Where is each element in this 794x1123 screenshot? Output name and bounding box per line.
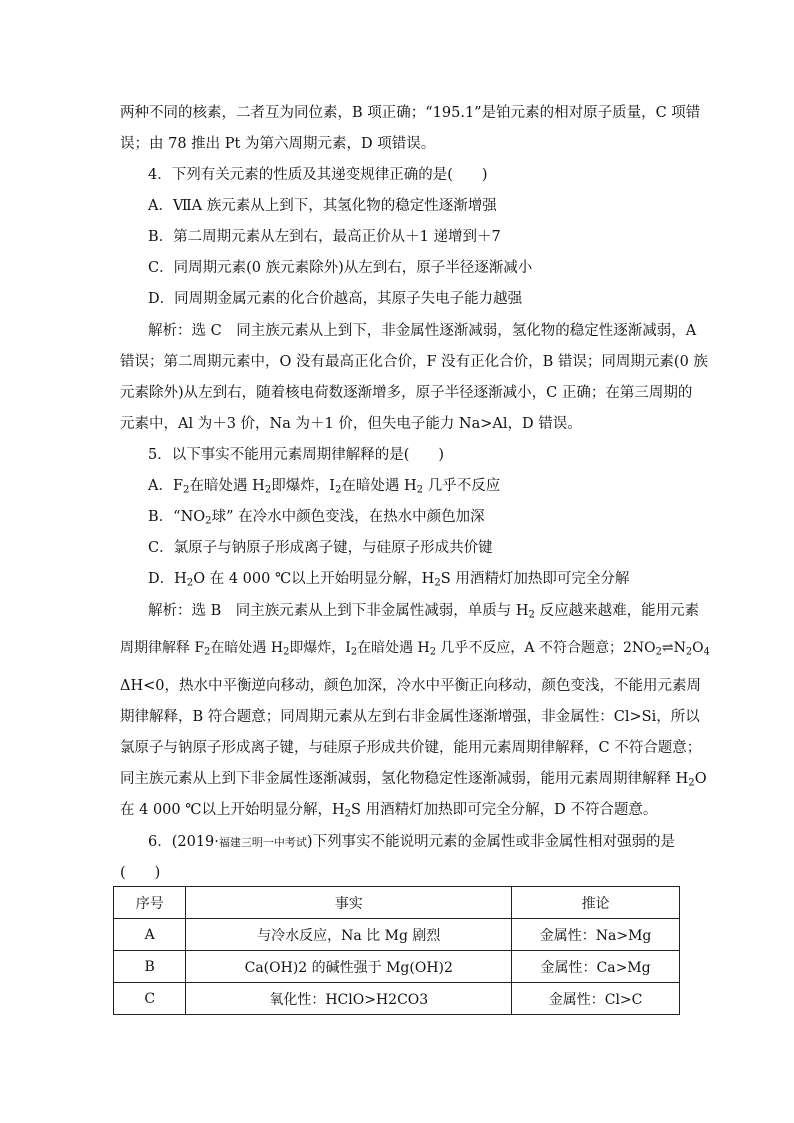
table-cell: 氧化性：HClO>H2CO3 <box>186 983 512 1015</box>
question-4-option-b: B．第二周期元素从左到右，最高正价从＋1 递增到＋7 <box>148 229 501 245</box>
answer-5-line: 解析：选 B 同主族元素从上到下非金属性减弱，单质与 $H_2$ 反应越来越难，能用元素 <box>148 603 700 621</box>
answer-4-line: 解析：选 C 同主族元素从上到下，非金属性逐渐减弱，氢化物的稳定性逐渐减弱，A <box>148 323 697 339</box>
question-5-option-d: D．$H_2O$ 在 4 000 ℃以上开始明显分解，$H_2S$ 用酒精灯加热即可完全分解 <box>148 571 630 589</box>
paragraph-line: 两种不同的核素，二者互为同位素，B 项正确；“195.1”是铂元素的相对原子质量，C 项错 <box>120 105 701 121</box>
table-cell: 金属性：Cl>C <box>512 983 680 1015</box>
table-cell: A <box>114 919 186 951</box>
answer-4-line: 元素中，Al 为＋3 价，Na 为＋1 价，但失电子能力 Na>Al，D 错误。 <box>120 416 582 432</box>
question-5-option-b: B．“$NO_2$球” 在冷水中颜色变浅，在热水中颜色加深 <box>148 509 485 527</box>
table-cell: Ca(OH)2 的碱性强于 Mg(OH)2 <box>186 951 512 983</box>
table-row <box>114 919 680 951</box>
table-cell: 与冷水反应，Na 比 Mg 剧烈 <box>186 919 512 951</box>
answer-5-line: 在 4 000 ℃以上开始明显分解，$H_2S$ 用酒精灯加热即可完全分解，D 不符合题意。 <box>120 802 658 820</box>
table-header: 序号 <box>114 887 186 919</box>
paragraph-line: 误；由 78 推出 Pt 为第六周期元素，D 项错误。 <box>120 136 436 152</box>
answer-4-line: 错误；第二周期元素中，O 没有最高正化合价，F 没有正化合价，B 错误；同周期元素(0 族 <box>120 354 708 370</box>
question-6-stem: 6．(2019·福建三明一中考试)下列事实不能说明元素的金属性或非金属性相对强弱的是 <box>148 834 676 850</box>
question-5-option-a: A．$F_2$在暗处遇 $H_2$即爆炸，$I_2$在暗处遇 $H_2$ 几乎不反应 <box>148 478 501 496</box>
question-4-option-d: D．同周期金属元素的化合价越高，其原子失电子能力越强 <box>148 291 523 307</box>
answer-5-line: ΔH<0，热水中平衡逆向移动，颜色加深，冷水中平衡正向移动，颜色变浅，不能用元素周 <box>120 678 701 694</box>
question-5-stem: 5．以下事实不能用元素周期律解释的是( ) <box>148 447 445 463</box>
table-cell: 金属性：Ca>Mg <box>512 951 680 983</box>
question-4-option-a: A．ⅦA 族元素从上到下，其氢化物的稳定性逐渐增强 <box>148 198 497 214</box>
table-cell: 金属性：Na>Mg <box>512 919 680 951</box>
table-header-row <box>114 887 680 919</box>
answer-5-line: 同主族元素从上到下非金属性逐渐减弱，氢化物稳定性逐渐减弱，能用元素周期律解释 $H_2O$ <box>120 771 707 789</box>
table-cell: C <box>114 983 186 1015</box>
answer-5-line: 氯原子与钠原子形成离子键，与硅原子形成共价键，能用元素周期律解释，C 不符合题意； <box>120 740 702 756</box>
question-5-option-c: C．氯原子与钠原子形成离子键，与硅原子形成共价键 <box>148 540 493 556</box>
table-header: 事实 <box>186 887 512 919</box>
question-4-stem: 4．下列有关元素的性质及其递变规律正确的是( ) <box>148 167 488 183</box>
table-cell: B <box>114 951 186 983</box>
answer-5-line: 期律解释，B 符合题意；同周期元素从左到右非金属性逐渐增强，非金属性：Cl>Si，所以 <box>120 709 700 725</box>
question-6-stem-end: ( ) <box>120 865 161 881</box>
question-4-option-c: C．同周期元素(0 族元素除外)从左到右，原子半径逐渐减小 <box>148 260 533 276</box>
facts-table <box>113 886 680 1015</box>
source-note: 福建三明一中考试 <box>218 836 307 849</box>
table-row <box>114 983 680 1015</box>
table-header: 推论 <box>512 887 680 919</box>
answer-4-line: 元素除外)从左到右，随着核电荷数逐渐增多，原子半径逐渐减小，C 正确；在第三周期的 <box>120 385 693 401</box>
table-row <box>114 951 680 983</box>
answer-5-line: 周期律解释 $F_2$在暗处遇 $H_2$即爆炸，$I_2$在暗处遇 $H_2$ 几乎不反应，A 不符合题意；$2NO_2\rightleftharpoons N_2O_4$ <box>120 640 710 658</box>
